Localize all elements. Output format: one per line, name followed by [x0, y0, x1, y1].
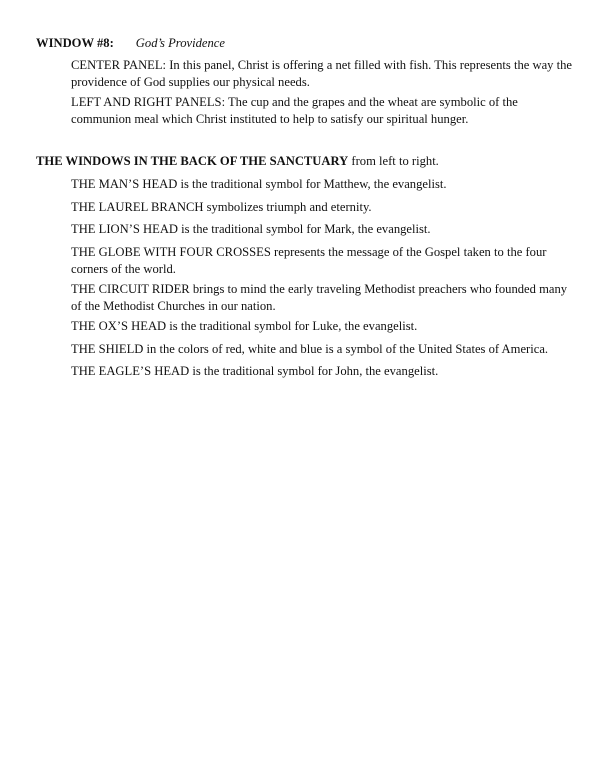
back-windows-heading	[36, 153, 439, 170]
side-panels-paragraph: LEFT AND RIGHT PANELS: The cup and the grapes and the wheat are symbolic of the communion meal which Christ instituted to help to satisfy our spiritual hunger.	[71, 95, 518, 126]
center-panel-paragraph: CENTER PANEL: In this panel, Christ is offering a net filled with fish. This represents the way the providence of God supplies our physical needs.	[71, 58, 572, 89]
list-item: THE LION’S HEAD is the traditional symbol for Mark, the evangelist.	[71, 222, 431, 236]
list-item: THE LAUREL BRANCH symbolizes triumph and eternity.	[71, 200, 372, 214]
list-item: THE CIRCUIT RIDER brings to mind the early traveling Methodist preachers who founded many of the Methodist Churches in our nation.	[71, 282, 568, 313]
back-windows-title: THE WINDOWS IN THE BACK OF THE SANCTUARY	[36, 154, 349, 168]
list-item: THE OX’S HEAD is the traditional symbol for Luke, the evangelist.	[71, 319, 418, 333]
window-8-subtitle: God’s Providence	[135, 36, 225, 50]
list-item: THE MAN’S HEAD is the traditional symbol for Matthew, the evangelist.	[71, 177, 447, 191]
list-item: THE GLOBE WITH FOUR CROSSES represents the message of the Gospel taken to the four corners of the world.	[71, 245, 547, 276]
window-8-label: WINDOW #8:	[36, 36, 114, 50]
list-item: THE EAGLE’S HEAD is the traditional symbol for John, the evangelist.	[71, 364, 439, 378]
window-8-heading	[36, 35, 225, 52]
list-item: THE SHIELD in the colors of red, white and blue is a symbol of the United States of America.	[71, 342, 549, 356]
back-windows-title-suffix: from left to right.	[348, 154, 439, 168]
